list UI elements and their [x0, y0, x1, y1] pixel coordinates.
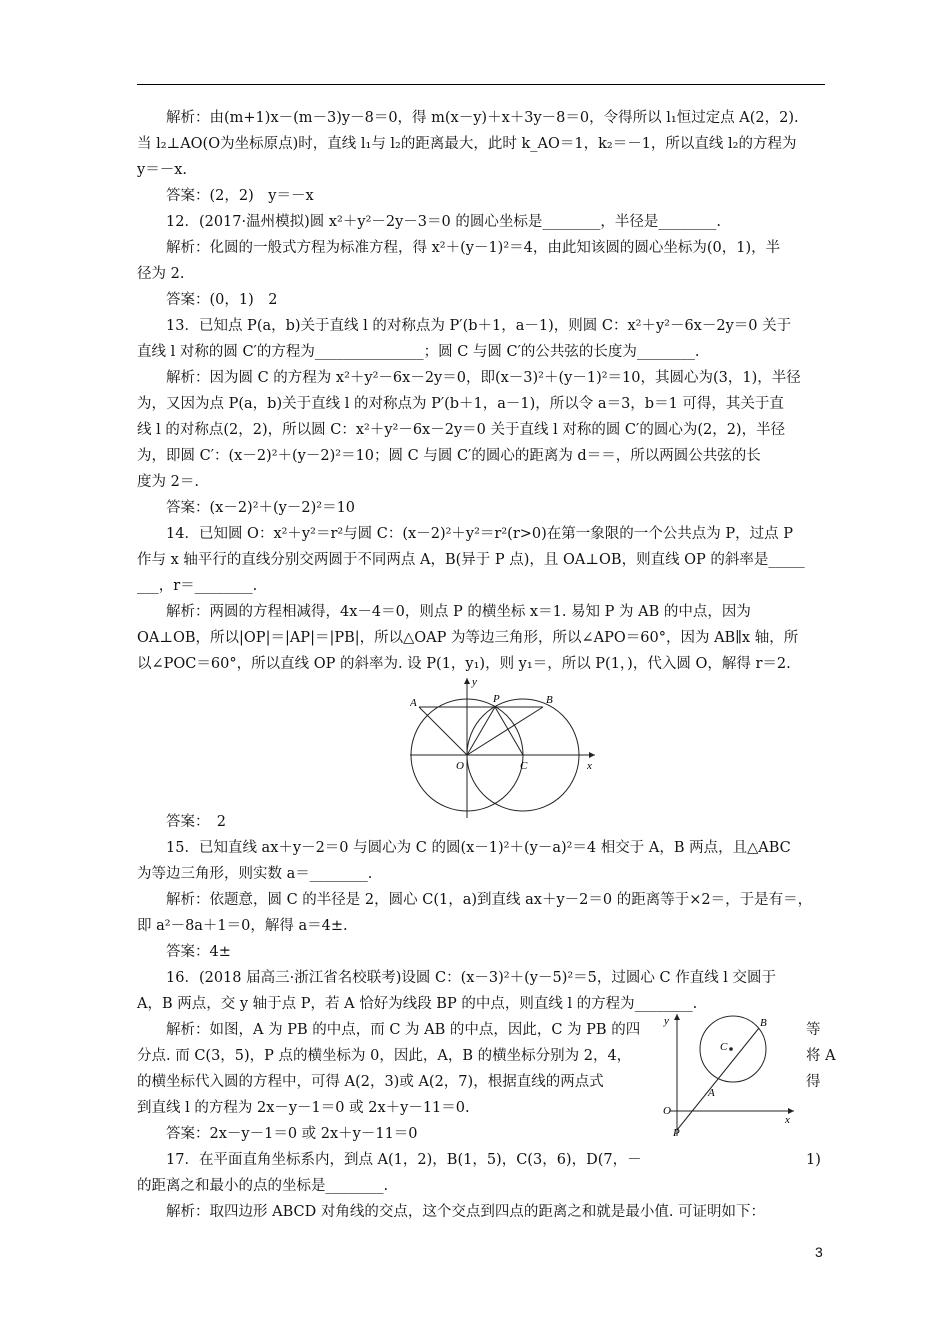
circle-c: [700, 1016, 766, 1082]
fig2-label-p: P: [673, 1127, 680, 1139]
text-line: y＝－x.: [137, 162, 187, 178]
figure-circle-line: [652, 1010, 802, 1142]
text-line: 答案：(2，2) y＝－x: [166, 188, 314, 204]
fig2-label-a: A: [708, 1087, 715, 1099]
text-line: 答案：2x－y－1＝0 或 2x＋y－11＝0: [166, 1126, 418, 1142]
text-line: 15．已知直线 ax＋y－2＝0 与圆心为 C 的圆(x－1)²＋(y－a)²＝4 相交于 A，B 两点，且△ABC: [166, 840, 791, 856]
center-point: [729, 1047, 733, 1051]
text-line: 解析：依题意，圆 C 的半径是 2，圆心 C(1，a)到直线 ax＋y－2＝0 的距离等于×2＝，于是有＝，: [166, 892, 813, 908]
header-rule: [137, 84, 825, 85]
text-line: 答案：(0，1) 2: [166, 292, 278, 308]
text-line: 为，即圆 C′：(x－2)²＋(y－2)²＝10；圆 C 与圆 C′的圆心的距离为 d＝＝，所以两圆公共弦的长: [137, 448, 761, 464]
text-line: 解析：如图，A 为 PB 的中点，而 C 为 AB 的中点，因此，C 为 PB 的四: [166, 1022, 641, 1038]
text-line: 直线 l 对称的圆 C′的方程为_______________；圆 C 与圆 C′的公共弦的长度为________.: [137, 344, 700, 360]
segment-oa: [419, 707, 467, 755]
text-line: 等: [806, 1022, 821, 1038]
text-line: 答案： 2: [166, 814, 226, 830]
text-line: 13．已知点 P(a，b)关于直线 l 的对称点为 P′(b＋1，a－1)，则圆 C：x²＋y²－6x－2y＝0 关于: [166, 318, 792, 334]
text-line: 解析：两圆的方程相减得，4x－4＝0，则点 P 的横坐标 x＝1. 易知 P 为 AB 的中点，因为: [166, 604, 751, 620]
text-line: 线 l 的对称点(2，2)，所以圆 C：x²＋y²－6x－2y＝0 关于直线 l 对称的圆 C′的圆心为(2，2)，半径: [137, 422, 786, 438]
text-line: 14．已知圆 O：x²＋y²＝r²与圆 C：(x－2)²＋y²＝r²(r>0)在第一象限的一个公共点为 P，过点 P: [166, 526, 794, 542]
fig2-label-b: B: [760, 1017, 767, 1029]
text-line: 即 a²－8a＋1＝0，解得 a＝4±.: [137, 918, 348, 934]
text-line: 答案：(x－2)²＋(y－2)²＝10: [166, 500, 356, 516]
fig1-label-a: A: [410, 697, 417, 709]
segment-op: [467, 707, 495, 755]
text-line: OA⊥OB，所以|OP|＝|AP|＝|PB|，所以△OAP 为等边三角形，所以∠APO＝60°，因为 AB∥x 轴，所: [137, 630, 799, 646]
fig1-label-y: y: [472, 676, 477, 688]
text-line: 解析：由(m+1)x－(m－3)y－8＝0，得 m(x－y)＋x＋3y－8＝0，令得所以 l₁恒过定点 A(2，2).: [166, 110, 799, 126]
text-line: 17．在平面直角坐标系内，到点 A(1，2)，B(1，5)，C(3，6)，D(7，－: [166, 1152, 642, 1168]
text-line: 12．(2017·温州模拟)圆 x²＋y²－2y－3＝0 的圆心坐标是________，半径是________.: [166, 214, 721, 230]
fig1-label-b: B: [546, 694, 553, 706]
fig1-label-p: P: [493, 693, 500, 705]
text-line: 到直线 l 的方程为 2x－y－1＝0 或 2x＋y－11＝0.: [137, 1100, 470, 1116]
text-line: 作与 x 轴平行的直线分别交两圆于不同两点 A，B(异于 P 点)，且 OA⊥OB，则直线 OP 的斜率是_____: [137, 552, 805, 568]
text-line: 分点. 而 C(3，5)，P 点的横坐标为 0，因此，A，B 的横坐标分别为 2，4，: [137, 1048, 632, 1064]
text-line: 径为 2.: [137, 266, 185, 282]
text-line: 的横坐标代入圆的方程中，可得 A(2，3)或 A(2，7)，根据直线的两点式: [137, 1074, 604, 1090]
fig2-label-y: y: [664, 1015, 669, 1027]
text-line: 为等边三角形，则实数 a＝________.: [137, 866, 373, 882]
text-line: 得: [806, 1074, 821, 1090]
text-line: 16．(2018 届高三·浙江省名校联考)设圆 C：(x－3)²＋(y－5)²＝5，过圆心 C 作直线 l 交圆于: [166, 970, 777, 986]
text-line: 解析：因为圆 C 的方程为 x²＋y²－6x－2y＝0，即(x－3)²＋(y－1)²＝10，其圆心为(3，1)，半径: [166, 370, 801, 386]
text-line: 当 l₂⊥AO(O为坐标原点)时，直线 l₁与 l₂的距离最大，此时 k_AO＝1，k₂＝－1，所以直线 l₂的方程为: [137, 136, 797, 152]
text-line: 以∠POC＝60°，所以直线 OP 的斜率为. 设 P(1，y₁)，则 y₁＝，所以 P(1，)，代入圆 O，解得 r＝2.: [137, 656, 791, 672]
text-line: A，B 两点，交 y 轴于点 P，若 A 恰好为线段 BP 的中点，则直线 l 的方程为________.: [137, 996, 698, 1012]
figure-two-circles: [410, 676, 600, 824]
fig2-label-o: O: [663, 1105, 671, 1117]
text-line: 的距离之和最小的点的坐标是________.: [137, 1178, 389, 1194]
page-number: 3: [815, 1244, 823, 1260]
fig1-label-x: x: [587, 760, 592, 772]
text-line: 度为 2＝.: [137, 474, 199, 490]
text-line: 为，又因为点 P(a，b)关于直线 l 的对称点为 P′(b＋1，a－1)，所以令 a＝3，b＝1 可得，其关于直: [137, 396, 784, 412]
fig1-label-o: O: [456, 760, 464, 772]
fig2-label-x: x: [785, 1114, 790, 1126]
text-line: 解析：取四边形 ABCD 对角线的交点，这个交点到四点的距离之和就是最小值. 可证明如下：: [166, 1204, 766, 1220]
fig2-label-c: C: [720, 1041, 728, 1053]
text-line: 答案：4±: [166, 944, 231, 960]
text-line: 将 A: [806, 1048, 836, 1064]
text-line: 1): [806, 1152, 821, 1168]
fig1-label-c: C: [520, 760, 528, 772]
text-line: ___，r＝________.: [137, 578, 258, 594]
text-line: 解析：化圆的一般式方程为标准方程，得 x²＋(y－1)²＝4，由此知该圆的圆心坐标为(0，1)，半: [166, 240, 781, 256]
segment-pc: [495, 707, 523, 755]
